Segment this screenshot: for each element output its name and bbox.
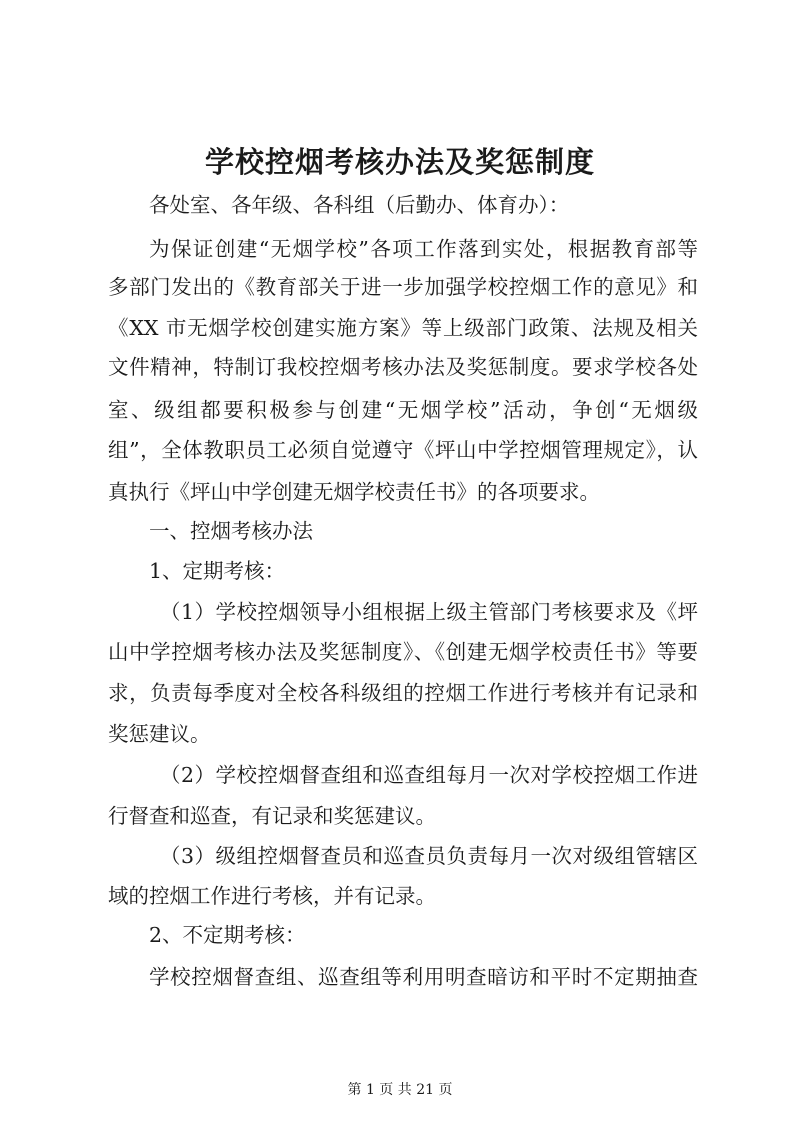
page-number: 第 1 页 共 21 页: [347, 1082, 453, 1098]
body-line: 文件精神，特制订我校控烟考核办法及奖惩制度。要求学校各处: [108, 355, 698, 379]
salutation-line: 各处室、各年级、各科组（后勤办、体育办）：: [149, 193, 570, 217]
body-line: 多部门发出的《教育部关于进一步加强学校控烟工作的意见》和: [108, 275, 698, 299]
body-line: 行督查和巡查，有记录和奖惩建议。: [108, 804, 436, 828]
body-line: 域的控烟工作进行考核，并有记录。: [108, 884, 436, 908]
body-line: 《XX 市无烟学校创建实施方案》等上级部门政策、法规及相关: [108, 316, 698, 340]
body-line: 求，负责每季度对全校各科级组的控烟工作进行考核并有记录和: [108, 681, 698, 705]
document-title: 学校控烟考核办法及奖惩制度: [204, 145, 595, 179]
body-line: 组”，全体教职员工必须自觉遵守《坪山中学控烟管理规定》，认: [108, 438, 698, 462]
body-line: 山中学控烟考核办法及奖惩制度》、《创建无烟学校责任书》等要: [108, 640, 698, 664]
subsection-heading: 2、不定期考核：: [149, 923, 306, 947]
body-line: 为保证创建“无烟学校”各项工作落到实处，根据教育部等: [149, 237, 698, 261]
subsection-heading: 1、定期考核：: [149, 559, 286, 583]
body-line: 真执行《坪山中学创建无烟学校责任书》的各项要求。: [108, 480, 600, 504]
body-line: （3）级组控烟督查员和巡查员负责每月一次对级组管辖区: [160, 844, 698, 868]
body-line: 奖惩建议。: [108, 722, 211, 746]
body-line: （2）学校控烟督查组和巡查组每月一次对学校控烟工作进: [160, 763, 698, 787]
body-line: 学校控烟督查组、巡查组等利用明查暗访和平时不定期抽查: [149, 965, 698, 989]
section-heading: 一、控烟考核办法: [149, 519, 313, 543]
body-line: （1）学校控烟领导小组根据上级主管部门考核要求及《坪: [160, 600, 698, 624]
body-line: 室、级组都要积极参与创建“无烟学校”活动，争创“无烟级: [108, 398, 698, 422]
